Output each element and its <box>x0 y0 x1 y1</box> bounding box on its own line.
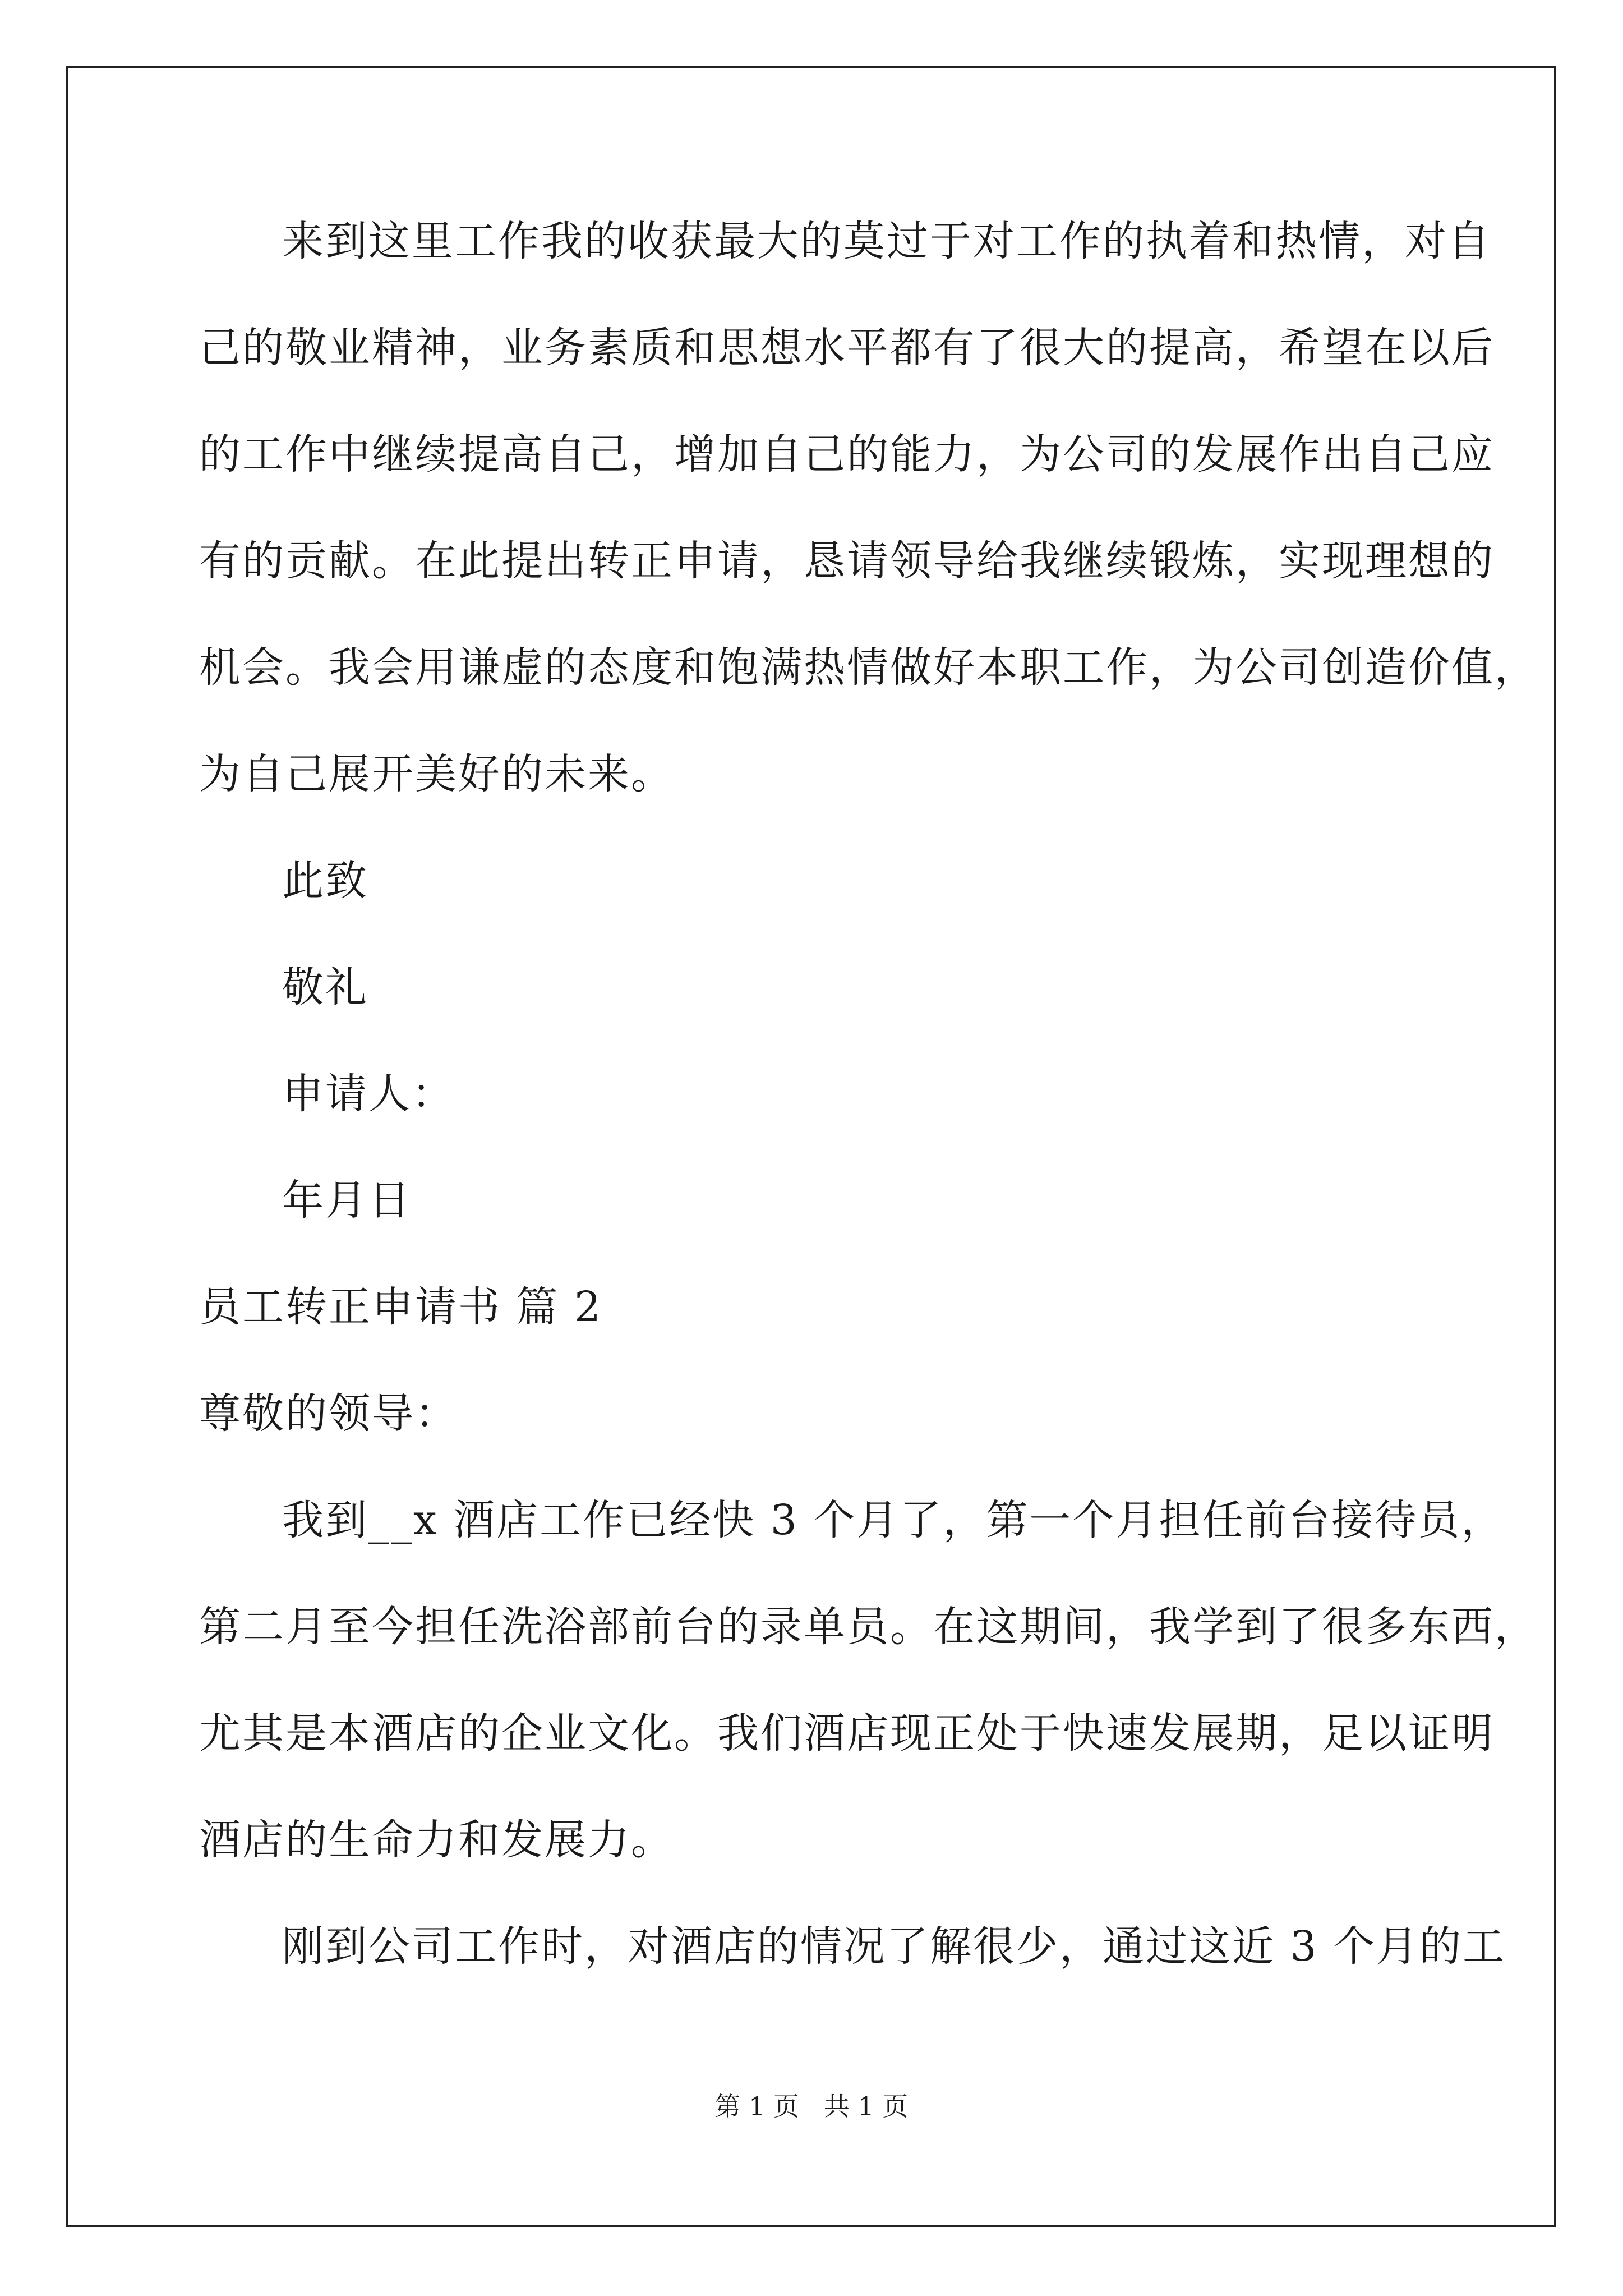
text-line: 第二月至今担任洗浴部前台的录单员。在这期间，我学到了很多东西， <box>199 1603 1538 1651</box>
text-line: 己的敬业精神，业务素质和思想水平都有了很大的提高，希望在以后 <box>199 324 1495 372</box>
closing-salutation: 此致 <box>282 857 368 905</box>
text-line: 刚到公司工作时，对酒店的情况了解很少，通过这近 3 个月的工 <box>282 1922 1506 1971</box>
text-line: 尤其是本酒店的企业文化。我们酒店现正处于快速发展期，足以证明 <box>199 1709 1495 1757</box>
text-line: 来到这里工作我的收获最大的莫过于对工作的执着和热情，对自 <box>282 217 1491 265</box>
text-line: 为自己展开美好的未来。 <box>199 750 674 798</box>
closing-regards: 敬礼 <box>282 963 368 1011</box>
document-body <box>199 208 1538 2019</box>
text-line: 机会。我会用谦虚的态度和饱满热情做好本职工作，为公司创造价值， <box>199 643 1538 692</box>
text-line: 我到__x 酒店工作已经快 3 个月了，第一个月担任前台接待员， <box>282 1496 1505 1544</box>
greeting: 尊敬的领导： <box>199 1389 458 1438</box>
page-number-footer: 第 1 页 共 1 页 <box>714 2091 909 2122</box>
text-line: 酒店的生命力和发展力。 <box>199 1816 674 1864</box>
section-heading: 员工转正申请书 篇 2 <box>199 1283 603 1331</box>
applicant-label: 申请人： <box>282 1070 455 1118</box>
text-line: 的工作中继续提高自己，增加自己的能力，为公司的发展作出自己应 <box>199 430 1495 478</box>
date-label: 年月日 <box>282 1176 412 1225</box>
text-line: 有的贡献。在此提出转正申请，恳请领导给我继续锻炼，实现理想的 <box>199 537 1495 585</box>
